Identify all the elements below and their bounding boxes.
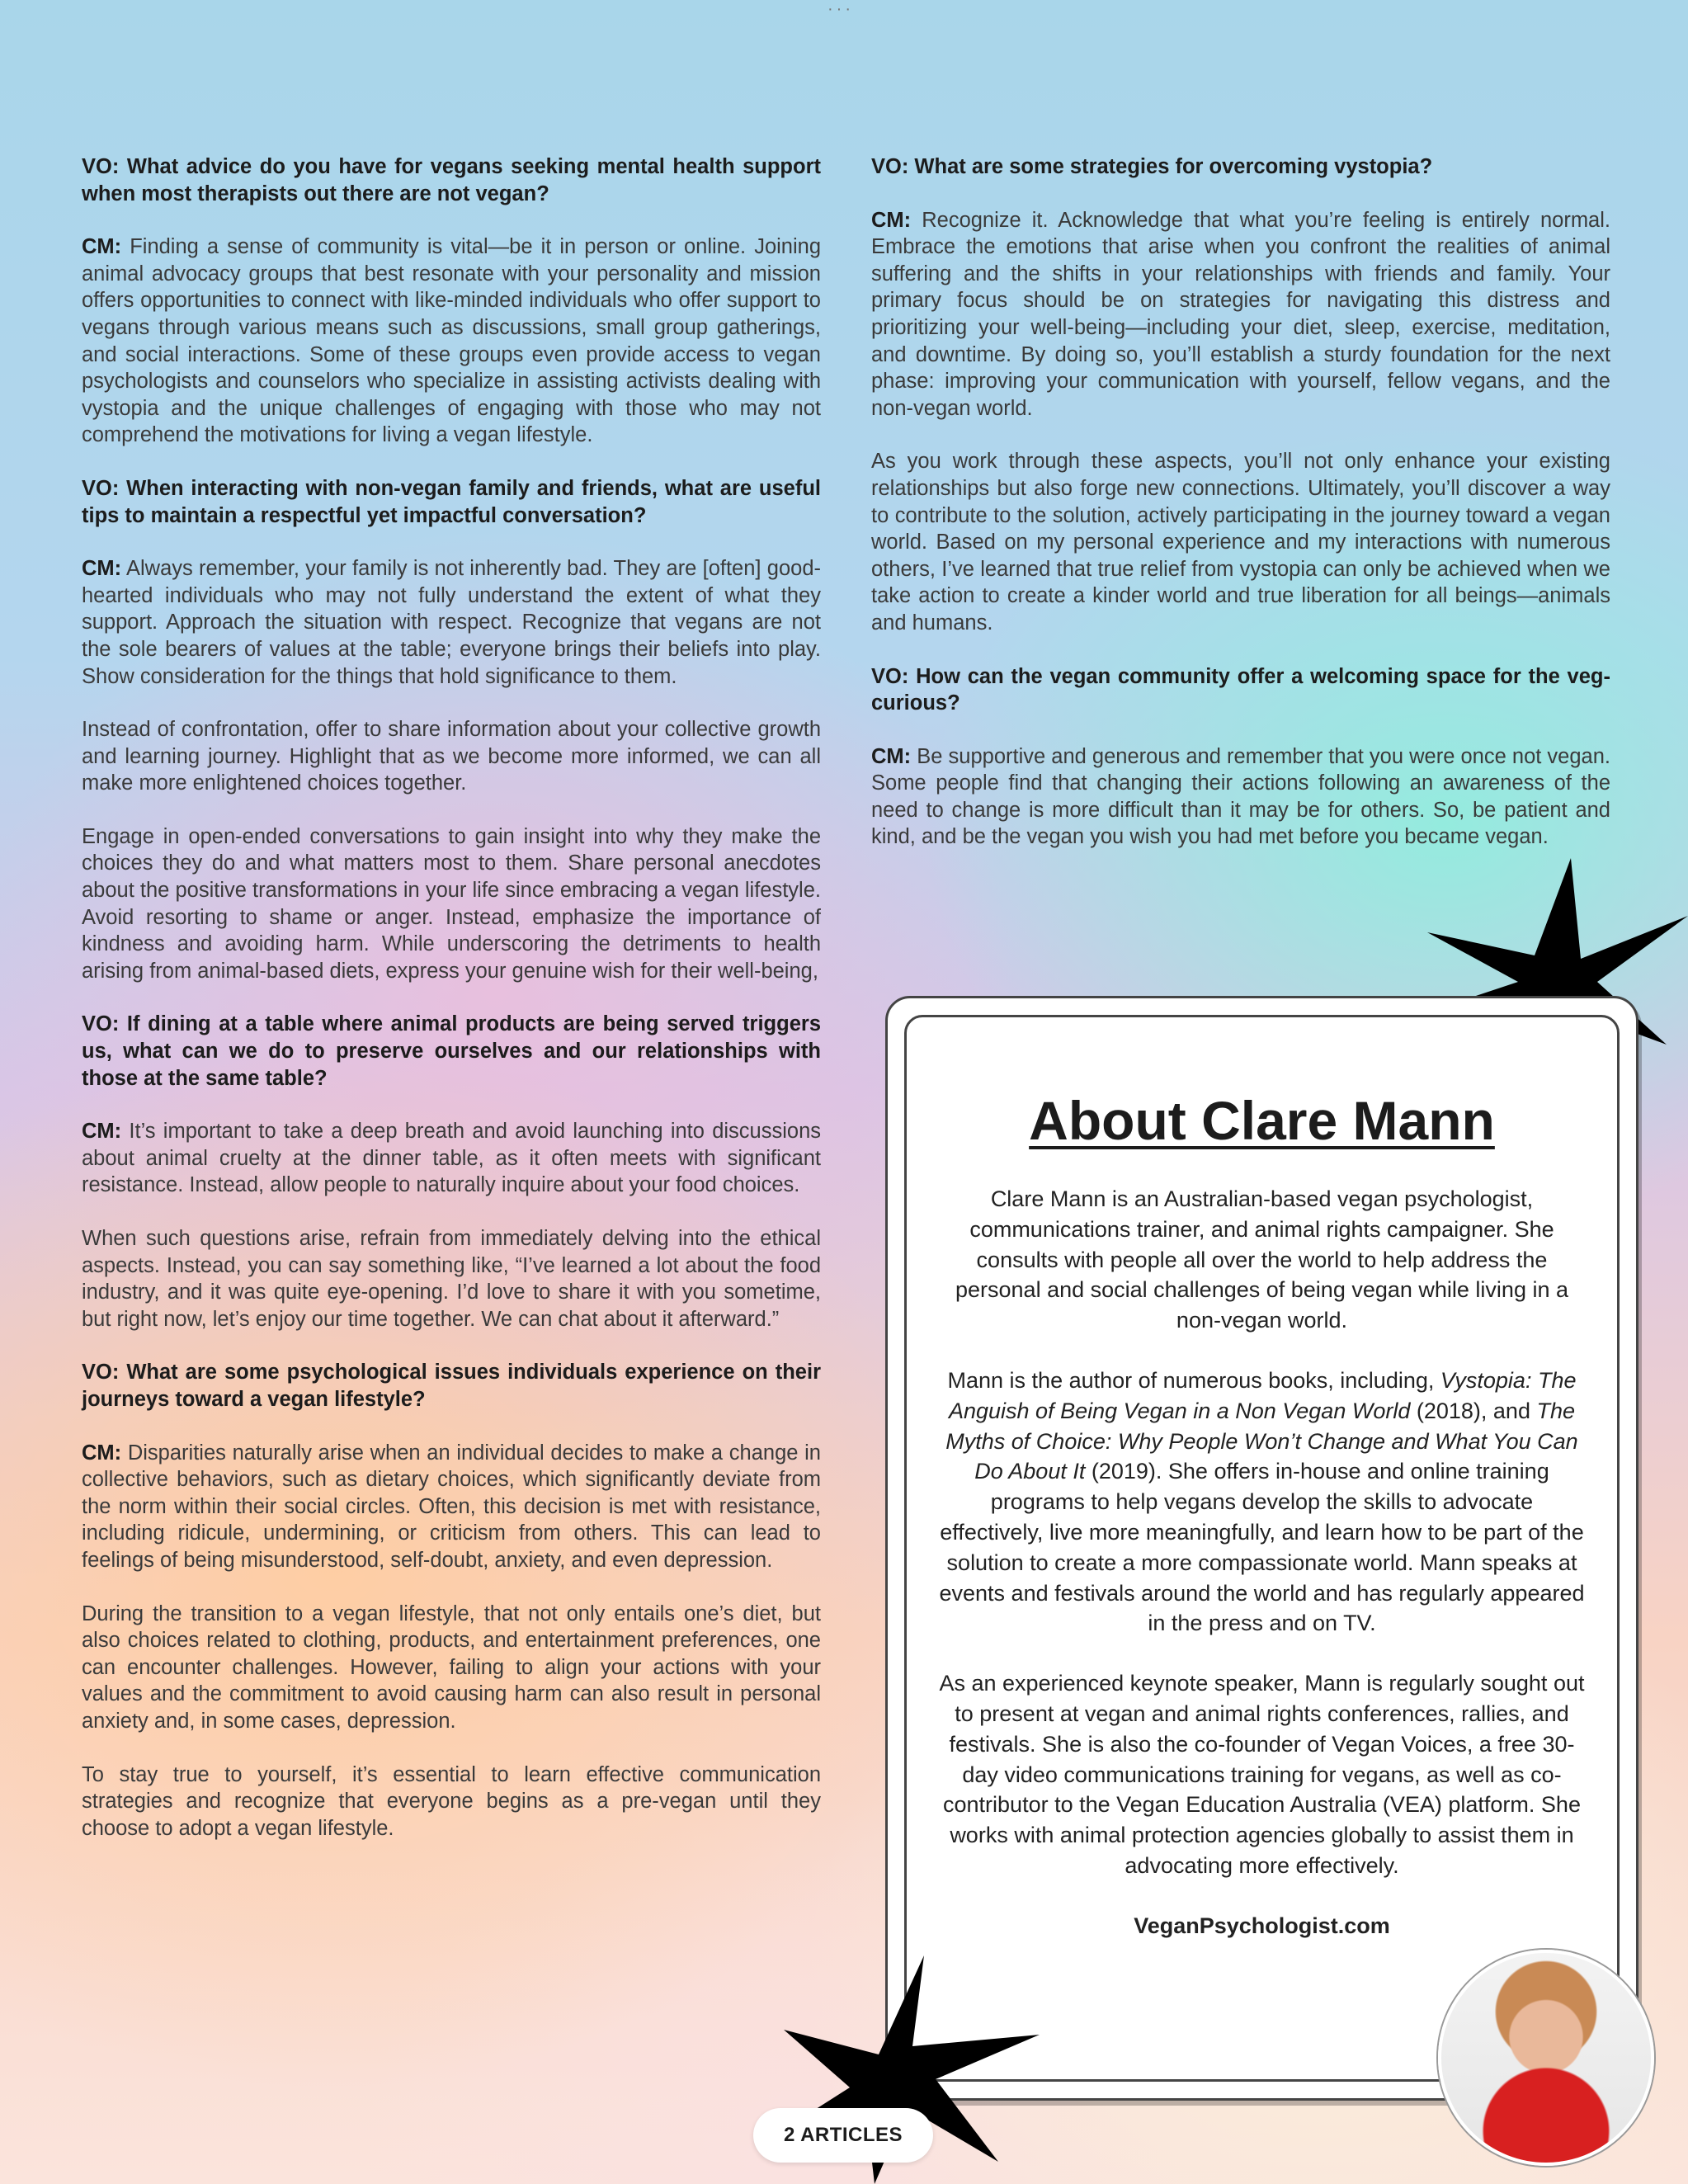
speaker-label: CM: [82, 557, 122, 581]
interview-answer [871, 207, 1610, 422]
interview-question: VO: How can the vegan community offer a welcoming space for the veg-curious? [871, 664, 1610, 715]
about-paragraph-1: Clare Mann is an Australian-based vegan psychologist, communications trainer, and animal rights campaigner. She consults with people all over the world to help address the personal and social challenges of being vegan while living in a non-vegan world. [955, 1186, 1568, 1333]
interview-question: VO: If dining at a table where animal products are being served triggers us, what can we do to preserve ourselves and our relationships with those at the same table? [82, 1012, 821, 1090]
interview-answer [82, 1440, 821, 1574]
interview-left-column [82, 153, 821, 1868]
interview-paragraph: As you work through these aspects, you’ll not only enhance your existing relationships but also forge new connections. Ultimately, you’ll discover a way to contribute to the solution, actively participating in the journey toward a vegan world. Based on my personal experience and my interactions with numerous others, I’ve learned that true relief from vystopia can only be achieved when we take action to create a kinder world and true liberation for all beings—animals and humans. [871, 450, 1610, 634]
interview-question: VO: What are some strategies for overcoming vystopia? [871, 155, 1433, 178]
speaker-label: CM: [871, 208, 912, 232]
answer-text: Recognize it. Acknowledge that what you’re feeling is entirely normal. Embrace the emotions that arise when you confront the realities of animal suffering and the shifts in your relationships with friends and family. Your primary focus should be on strategies for navigating this distress and prioritizing your well-being—including your diet, sleep, exercise, meditation, and downtime. By doing so, you’ll establish a sturdy foundation for the next phase: improving your communication with yourself, fellow vegans, and the non-vegan world. [871, 208, 1610, 420]
articles-count-pill[interactable]: 2 ARTICLES [753, 2108, 933, 2163]
interview-paragraph: Instead of confrontation, offer to share information about your collective growth and learning journey. Highlight that as we become more informed, we can all make more enlightened choices together. [82, 718, 821, 795]
book-title-vystopia: Vystopia: The Anguish of Being Vegan in a Non Vegan World [948, 1367, 1577, 1423]
about-title: About Clare Mann [1029, 1090, 1495, 1151]
interview-answer [82, 233, 821, 449]
about-body [937, 1184, 1587, 1941]
answer-text: Finding a sense of community is vital—be it in person or online. Joining animal advocacy groups that best resonate with your personality and mission offers opportunities to connect with like-minded individuals who offer support to vegans through various means such as discussions, small group gatherings, and social interactions. Some of these groups even provide access to vegan psychologists and counselors who specialize in assisting activists dealing with vystopia and the unique challenges of engaging with those who may not comprehend the motivations for living a vegan lifestyle. [82, 235, 821, 447]
about-paragraph-2-intro: Mann is the author of numerous books, including, [947, 1367, 1440, 1393]
interview-question: VO: When interacting with non-vegan family and friends, what are useful tips to maintain a respectful yet impactful conversation? [82, 476, 821, 527]
interview-question: VO: What advice do you have for vegans seeking mental health support when most therapists out there are not vegan? [82, 155, 821, 205]
speaker-label: CM: [82, 1120, 122, 1144]
about-paragraph-2-rest: (2019). She offers in-house and online training programs to help vegans develop the skills to advocate effectively, live more meaningfully, and learn how to be part of the solution to create a more compassionate world. Mann speaks at events and festivals around the world and has regularly appeared in the press and on TV. [939, 1459, 1585, 1636]
interview-answer [871, 743, 1610, 851]
book-title-myths-of-choice: The Myths of Choice: Why People Won’t Change and What You Can Do About It [945, 1398, 1578, 1484]
speaker-label: CM: [82, 1441, 122, 1465]
interview-answer [82, 555, 821, 690]
interview-answer [82, 1118, 821, 1199]
interview-right-column [871, 153, 1610, 877]
interview-paragraph: When such questions arise, refrain from immediately delving into the ethical aspects. Instead, you can say something like, “I’ve learned a lot about the food industry, and it was quite eye-opening. I’d love to share it with you sometime, but right now, let’s enjoy our time together. We can chat about it afterward.” [82, 1227, 821, 1331]
about-author-card [885, 996, 1638, 2101]
about-paragraph-3: As an experienced keynote speaker, Mann is regularly sought out to present at vegan and animal rights conferences, rallies, and festivals. She is also the co-founder of Vegan Voices, a free 30-day video communications training for vegans, as well as co-contributor to the Vegan Education Australia (VEA) platform. She works with animal protection agencies globally to assist them in advocating more effectively. [939, 1671, 1585, 1878]
top-dots-decoration: ··· [827, 0, 854, 18]
about-paragraph-2-mid: (2018), and [1410, 1398, 1537, 1423]
answer-text: Disparities naturally arise when an individual decides to make a change in collective behaviors, such as dietary choices, which significantly deviate from the norm within their social circles. Often, this decision is met with resistance, including ridicule, undermining, or criticism from others. This can lead to feelings of being misunderstood, self-doubt, anxiety, and even depression. [82, 1441, 821, 1572]
speaker-label: CM: [871, 744, 912, 768]
answer-text: Be supportive and generous and remember that you were once not vegan. Some people find that changing their actions following an awareness of the need to change is more difficult than it may be for others. So, be patient and kind, and be the vegan you wish you had met before you became vegan. [871, 744, 1610, 849]
answer-text: Always remember, your family is not inherently bad. They are [often] good-hearted individuals who may not fully understand the extent of what they support. Approach the situation with respect. Recognize that vegans are not the sole bearers of values at the table; everyone brings their beliefs into play. Show consideration for the things that hold significance to them. [82, 557, 821, 688]
interview-paragraph: To stay true to yourself, it’s essential to learn effective communication strategies and recognize that everyone begins as a pre-vegan until they choose to adopt a vegan lifestyle. [82, 1762, 821, 1840]
interview-paragraph: Engage in open-ended conversations to gain insight into why they make the choices they do and what matters most to them. Share personal anecdotes about the positive transformations in your life since embracing a vegan lifestyle. Avoid resorting to shame or anger. Instead, emphasize the importance of kindness and avoiding harm. While underscoring the detriments to health arising from animal-based diets, express your genuine wish for their well-being, [82, 824, 821, 983]
author-photo-avatar [1438, 1950, 1654, 2166]
answer-text: It’s important to take a deep breath and avoid launching into discussions about animal cruelty at the dinner table, as it often meets with significant resistance. Instead, allow people to naturally inquire about your food choices. [82, 1120, 821, 1197]
about-paragraph-2 [937, 1366, 1587, 1639]
interview-question: VO: What are some psychological issues individuals experience on their journeys toward a vegan lifestyle? [82, 1361, 821, 1411]
speaker-label: CM: [82, 235, 122, 259]
interview-paragraph: During the transition to a vegan lifestyle, that not only entails one’s diet, but also choices related to clothing, products, and entertainment preferences, one can encounter challenges. However, failing to align your actions with your values and the commitment to avoid causing harm can also result in personal anxiety and, in some cases, depression. [82, 1601, 821, 1733]
website-link[interactable]: VeganPsychologist.com [1134, 1913, 1390, 1938]
